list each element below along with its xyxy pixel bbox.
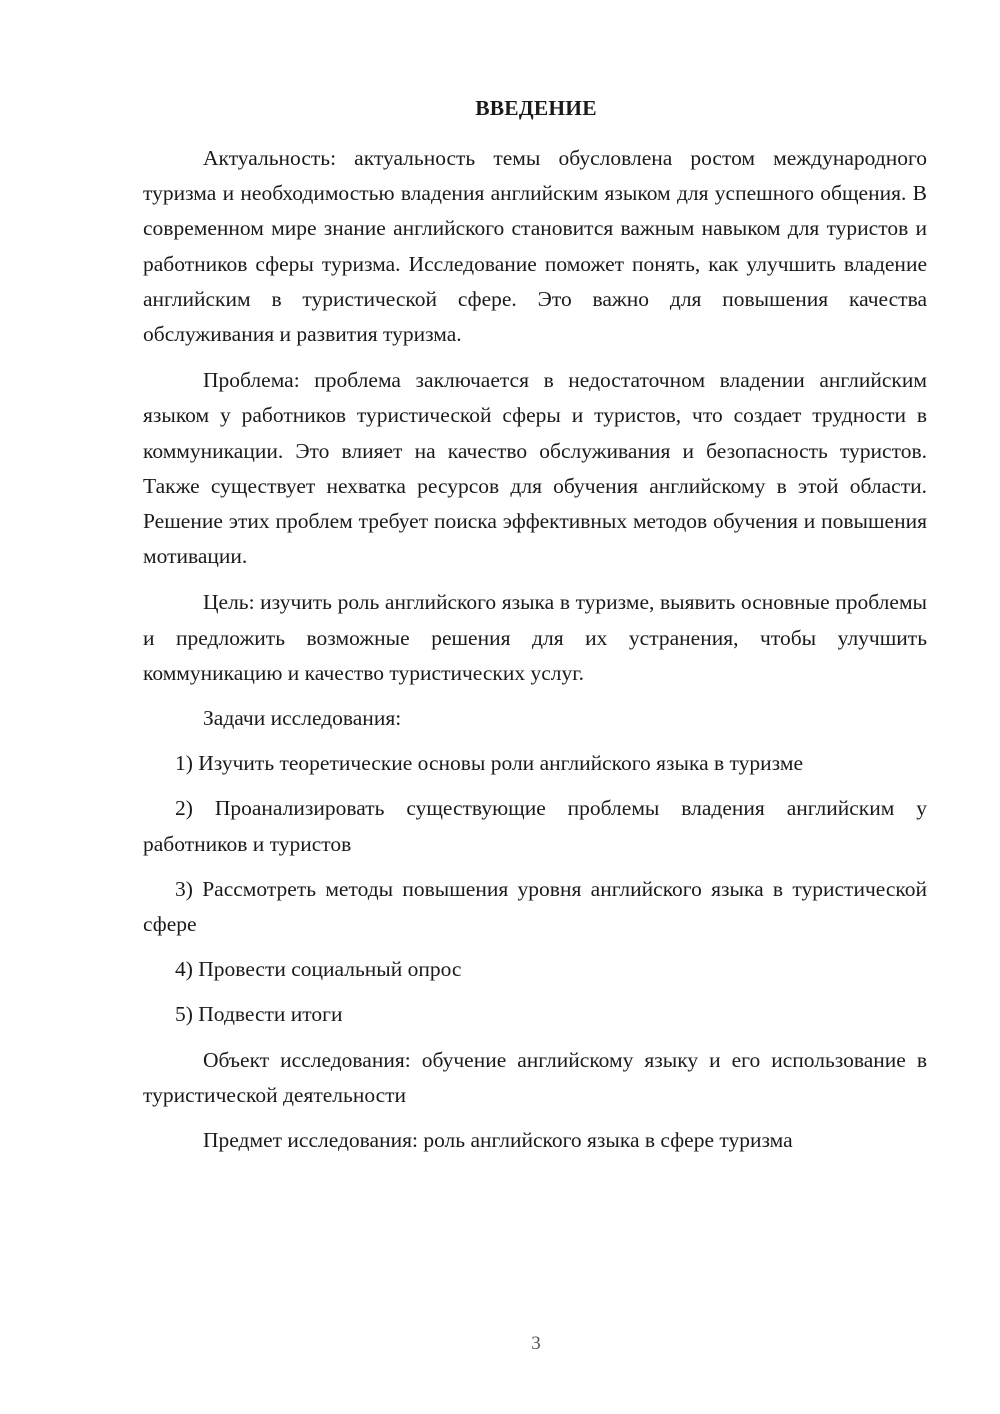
paragraph-relevance: Актуальность: актуальность темы обусловлена ростом международного туризма и необходимостью владения английским языком для успешного общения. В современном мире знание английского становится важным навыком для туристов и работников сферы туризма. Исследование поможет понять, как улучшить владение английским в туристической сфере. Это важно для повышения качества обслуживания и развития туризма.: [143, 146, 927, 347]
task-item-1: 1) Изучить теоретические основы роли английского языка в туризме: [175, 751, 803, 776]
task-item-4: 4) Провести социальный опрос: [175, 957, 462, 982]
paragraph-object: Объект исследования: обучение английскому языку и его использование в туристической деятельности: [143, 1047, 927, 1107]
document-body: [143, 141, 927, 1158]
task-item-5: 5) Подвести итоги: [175, 1002, 343, 1027]
task-item-3: 3) Рассмотреть методы повышения уровня английского языка в туристической сфере: [143, 876, 927, 937]
page-number: 3: [531, 1333, 541, 1354]
paragraph-tasks-heading: Задачи исследования:: [203, 706, 402, 731]
paragraph-problem: Проблема: проблема заключается в недостаточном владении английским языком у работников туристической сферы и туристов, что создает трудности в коммуникации. Это влияет на качество обслуживания и безопасность туристов. Также существует нехватка ресурсов для обучения английскому в этой области. Решение этих проблем требует поиска эффективных методов обучения и повышения мотивации.: [143, 368, 927, 569]
task-item-2: 2) Проанализировать существующие проблемы владения английским у работников и туристов: [143, 796, 927, 856]
paragraph-goal: Цель: изучить роль английского языка в туризме, выявить основные проблемы и предложить возможные решения для их устранения, чтобы улучшить коммуникацию и качество туристических услуг.: [143, 590, 927, 685]
paragraph-subject: Предмет исследования: роль английского языка в сфере туризма: [203, 1128, 793, 1153]
page-title: ВВЕДЕНИЕ: [475, 96, 597, 120]
